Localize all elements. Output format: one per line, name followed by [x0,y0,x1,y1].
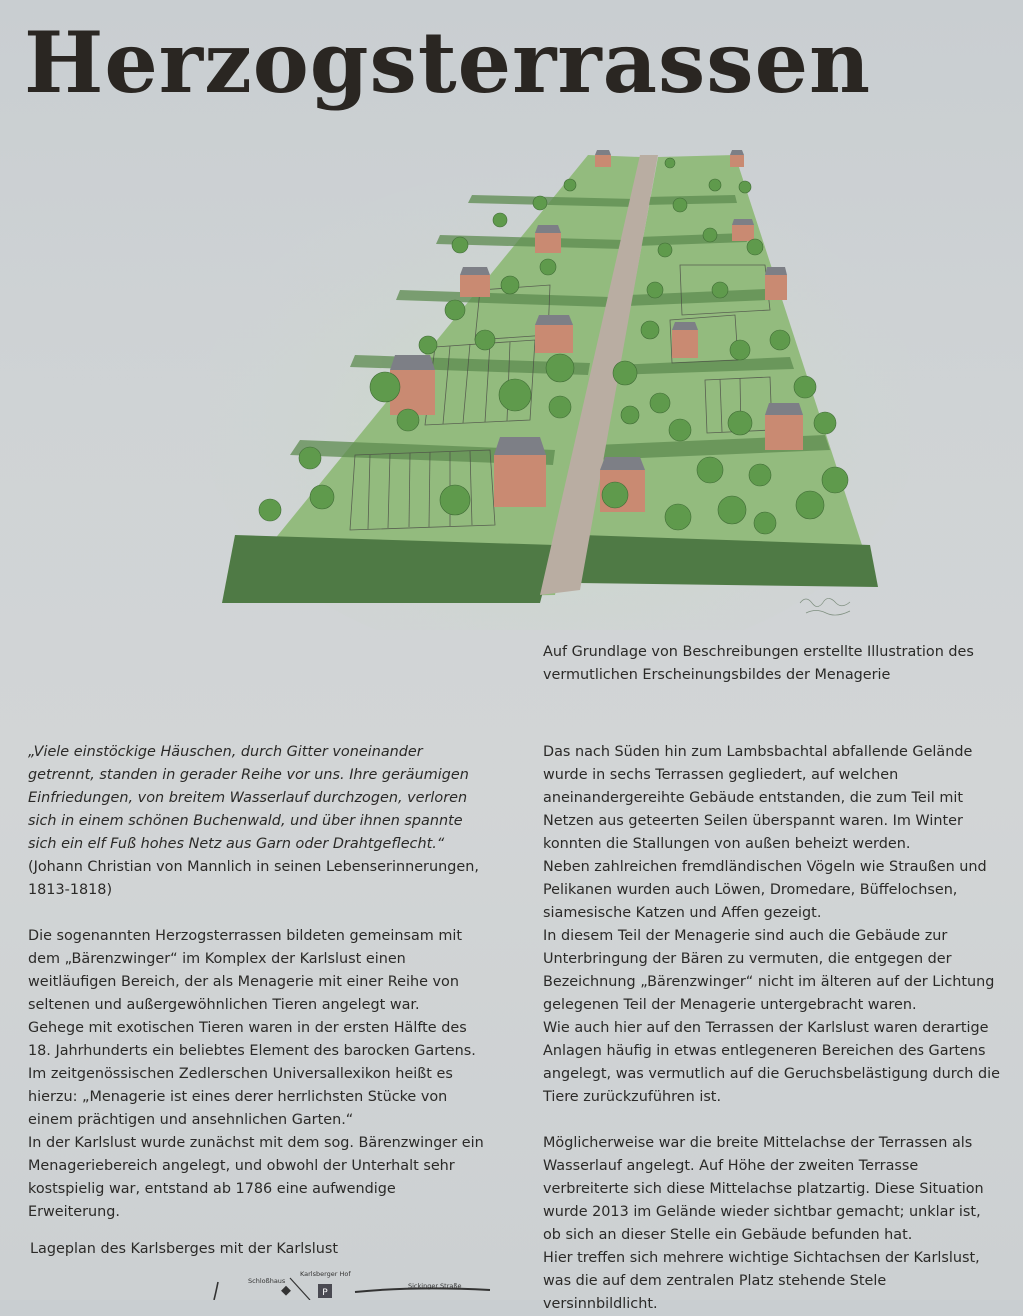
paragraph: Gehege mit exotischen Tieren waren in der ersten Hälfte des 18. Jahrhunderts ein beliebtes Element des barocken Gartens. Im zeitgenössischen Zedlerschen Universallexikon heißt es hierzu: „Menagerie ist eines derer herrlichsten Stücke von einem prächtigen und ansehnlichen Garten.“ [28,1020,476,1128]
paragraph: In diesem Teil der Menagerie sind auch die Gebäude zur Unterbringung der Bären zu vermuten, die entgegen der Bezeichnung „Bärenzwinger“ nicht im älteren auf der Lichtung gelegenen Teil der Menagerie untergebracht waren. [543,928,995,1013]
paragraph: In der Karlslust wurde zunächst mit dem sog. Bärenzwinger ein Menageriebereich angelegt, und obwohl der Unterhalt sehr kostspielig war, entstand ab 1786 eine aufwendige Erweiterung. [28,1135,484,1220]
page-title: Herzogsterrassen [24,13,872,112]
illustration-caption: Auf Grundlage von Beschreibungen erstellte Illustration des vermutlichen Erscheinungsbildes der Menagerie [543,644,974,683]
paragraph: Neben zahlreichen fremdländischen Vögeln wie Straußen und Pelikanen wurden auch Löwen, Dromedare, Büffelochsen, siamesische Katzen und Affen gezeigt. [543,859,987,921]
right-text-column [543,741,1003,1316]
menagerie-illustration [210,125,910,630]
left-text-column [28,741,488,1224]
map-label: Schloßhaus [248,1277,286,1285]
paragraph-gap [543,1109,1003,1132]
paragraph: Möglicherweise war die breite Mittelachse der Terrassen als Wasserlauf angelegt. Auf Höhe der zweiten Terrasse verbreiterte sich diese Mittelachse platzartig. Diese Situation wurde 2013 im Gelände wieder sichtbar gemacht; unklar ist, ob sich an dieser Stelle ein Gebäude befunden hat. [543,1135,984,1243]
paragraph: Wie auch hier auf den Terrassen der Karlslust waren derartige Anlagen häufig in etwas entlegeneren Bereichen des Gartens angelegt, was vermutlich auf die Geruchsbelästigung durch die Tiere zurückzuführen ist. [543,1020,1000,1105]
artist-signature [800,598,850,615]
paragraph: Die sogenannten Herzogsterrassen bildeten gemeinsam mit dem „Bärenzwinger“ im Komplex der Karlslust einen weitläufigen Bereich, der als Menagerie mit einer Reihe von seltenen und außergewöhnlichen Tieren angelegt war. [28,928,463,1013]
paragraph: Hier treffen sich mehrere wichtige Sichtachsen der Karlslust, was die auf dem zentralen Platz stehende Stele versinnbildlicht. [543,1250,980,1312]
paragraph: Das nach Süden hin zum Lambsbachtal abfallende Gelände wurde in sechs Terrassen gegliedert, auf welchen aneinandergereihte Gebäude entstanden, die zum Teil mit Netzen aus geteerten Seilen überspannt waren. Im Winter konnten die Stallungen von außen beheizt werden. [543,744,973,852]
quote-source: (Johann Christian von Mannlich in seinen Lebenserinnerungen, 1813-1818) [28,859,479,898]
map-label: Sickinger Straße [408,1282,462,1290]
parking-label: P [322,1288,328,1298]
left-hedge [222,535,555,603]
paragraph-gap [28,902,488,925]
map-label: Karlsberger Hof [300,1270,351,1278]
site-map-preview [180,1268,510,1300]
map-title: Lageplan des Karlsberges mit der Karlslust [30,1241,339,1257]
quote: „Viele einstöckige Häuschen, durch Gitter voneinander getrennt, standen in gerader Reihe vor uns. Ihre geräumigen Einfriedungen, von breitem Wasserlauf durchzogen, verloren sich in einem schönen Buchenwald, und über ihnen spannte sich ein elf Fuß hohes Netz aus Garn oder Drahtgeflecht.“ [28,744,469,852]
